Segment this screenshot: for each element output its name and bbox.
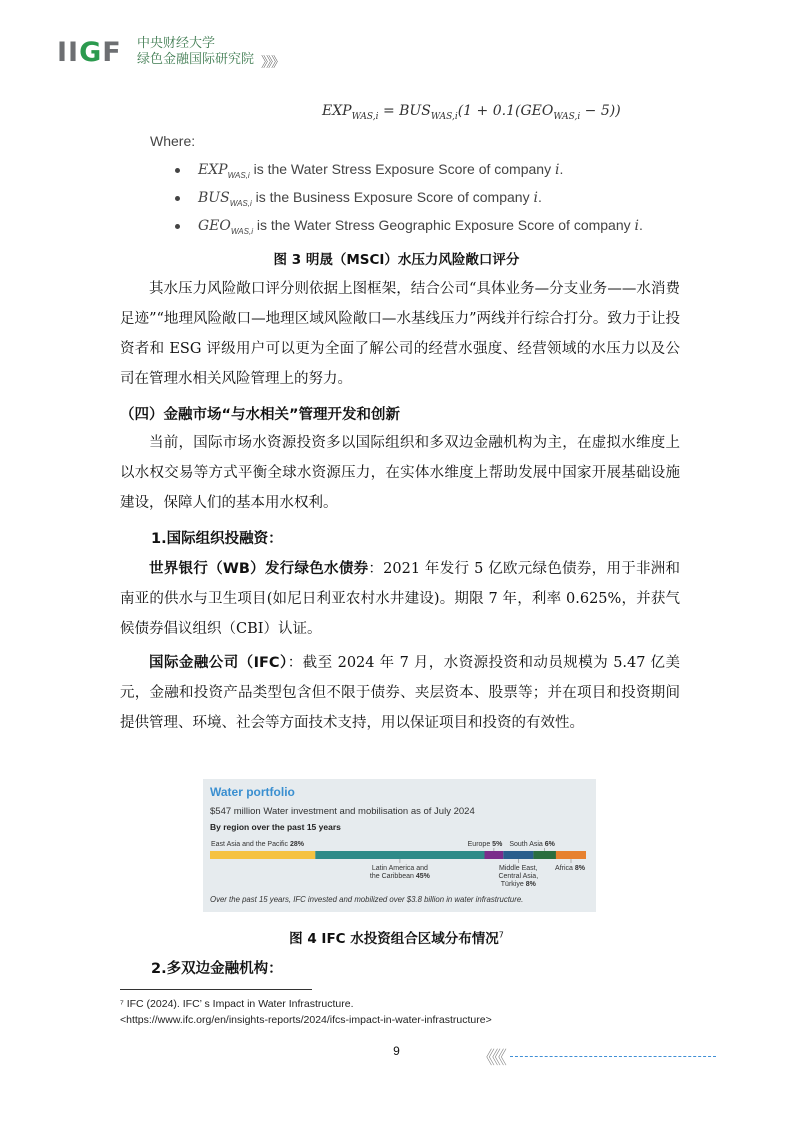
bullet-icon bbox=[175, 224, 180, 229]
formula-bullet: $GEO_{WAS,i}$ is the Water Stress Geographic Exposure Score of company i. bbox=[175, 217, 643, 236]
footnote-citation: ⁷ IFC (2024). IFC’ s Impact in Water Infrastructure. bbox=[120, 998, 354, 1010]
bar-label: South Asia 6% bbox=[509, 841, 555, 848]
paragraph-intl-market: 当前，国际市场水资源投资多以国际组织和多双边金融机构为主，在虚拟水维度上以水权交易等方式平衡全球水资源压力，在实体水维度上帮助发展中国家开展基础设施建设，保障人们的基本用水权利。 bbox=[120, 435, 680, 511]
exposure-formula: $EXP_{WAS,i} = BUS_{WAS,i}(1 + 0.1(GEO_{WAS,i} - 5))$ bbox=[322, 103, 621, 122]
bar-segment bbox=[556, 851, 586, 859]
chevron-left-icon: 《《《 bbox=[477, 1048, 504, 1069]
chart-section-label: By region over the past 15 years bbox=[210, 822, 341, 832]
formula-bullet: $BUS_{WAS,i}$ is the Business Exposure Score of company i. bbox=[175, 189, 542, 208]
ifc-label: 国际金融公司（IFC） bbox=[149, 655, 288, 671]
bar-label: Europe 5% bbox=[467, 841, 503, 848]
footer-dashed-rule bbox=[510, 1056, 716, 1057]
institute-name: 中央财经大学 绿色金融国际研究院 bbox=[137, 36, 255, 67]
section-4-heading: （四）金融市场“与水相关”管理开发和创新 bbox=[120, 407, 401, 423]
formula-bullet: $EXP_{WAS,i}$ is the Water Stress Exposure Score of company i. bbox=[175, 161, 563, 180]
chart-title: Water portfolio bbox=[210, 785, 295, 799]
bar-label: Middle East, Central Asia, Türkiye 8% bbox=[498, 865, 539, 888]
footnote-divider bbox=[120, 989, 312, 990]
page-number: 9 bbox=[393, 1044, 400, 1058]
paragraph-water-stress: 其水压力风险敞口评分则依据上图框架，结合公司“具体业务—分支业务——水消费足迹”“地理风险敞口—地理区域风险敞口—水基线压力”两线并行综合打分。致力于让投资者和 ESG 评级用户可以更为全面了解公司的经营水强度、经营领域的水压力以及公司在管理水相关风险管理上的努力。 bbox=[120, 281, 680, 387]
bar-segment bbox=[315, 851, 484, 859]
bar-label: East Asia and the Pacific 28% bbox=[211, 841, 305, 848]
subsection-2-heading: 2.多双边金融机构： bbox=[151, 961, 283, 977]
paragraph-ifc: 国际金融公司（IFC）：截至 2024 年 7 月，水资源投资和动员规模为 5.47 亿美元，金融和投资产品类型包含但不限于债券、夹层资本、股票等；并在项目和投资期间提供管理、环境、社会等方面技术支持，用以保证项目和投资的有效性。 bbox=[120, 655, 680, 731]
subsection-1-heading: 1.国际组织投融资： bbox=[151, 531, 283, 547]
bar-segment bbox=[503, 851, 533, 859]
water-portfolio-chart bbox=[203, 779, 596, 912]
world-bank-label: 世界银行（WB）发行绿色水债券 bbox=[149, 561, 369, 577]
chart-subtitle: $547 million Water investment and mobilisation as of July 2024 bbox=[210, 806, 475, 817]
bar-segment bbox=[533, 851, 556, 859]
where-label: Where: bbox=[150, 133, 196, 149]
bar-label: Latin America and the Caribbean 45% bbox=[369, 865, 430, 880]
bar-segment bbox=[485, 851, 504, 859]
bullet-icon bbox=[175, 168, 180, 173]
logo-mark: IIGF bbox=[57, 37, 122, 68]
paragraph-world-bank: 世界银行（WB）发行绿色水债券：2021 年发行 5 亿欧元绿色债券，用于非洲和南亚的供水与卫生项目(如尼日利亚农村水井建设)。期限 7 年，利率 0.625%，并获气候债券倡议组织（CBI）认证。 bbox=[120, 561, 681, 637]
bullet-icon bbox=[175, 196, 180, 201]
figure-3-caption: 图 3 明晟（MSCI）水压力风险敞口评分 bbox=[273, 252, 520, 268]
footnote-url[interactable]: <https://www.ifc.org/en/insights-reports/2024/ifcs-impact-in-water-infrastructure> bbox=[120, 1014, 492, 1026]
bar-label: Africa 8% bbox=[555, 865, 585, 872]
chevron-right-icon: 》》》 bbox=[261, 55, 283, 71]
chart-footnote: Over the past 15 years, IFC invested and mobilized over $3.8 billion in water infrastructure. bbox=[210, 895, 524, 904]
header-logo bbox=[57, 36, 297, 70]
figure-4-caption: 图 4 IFC 水投资组合区域分布情况$^7$ bbox=[289, 930, 504, 947]
bar-segment bbox=[210, 851, 315, 859]
